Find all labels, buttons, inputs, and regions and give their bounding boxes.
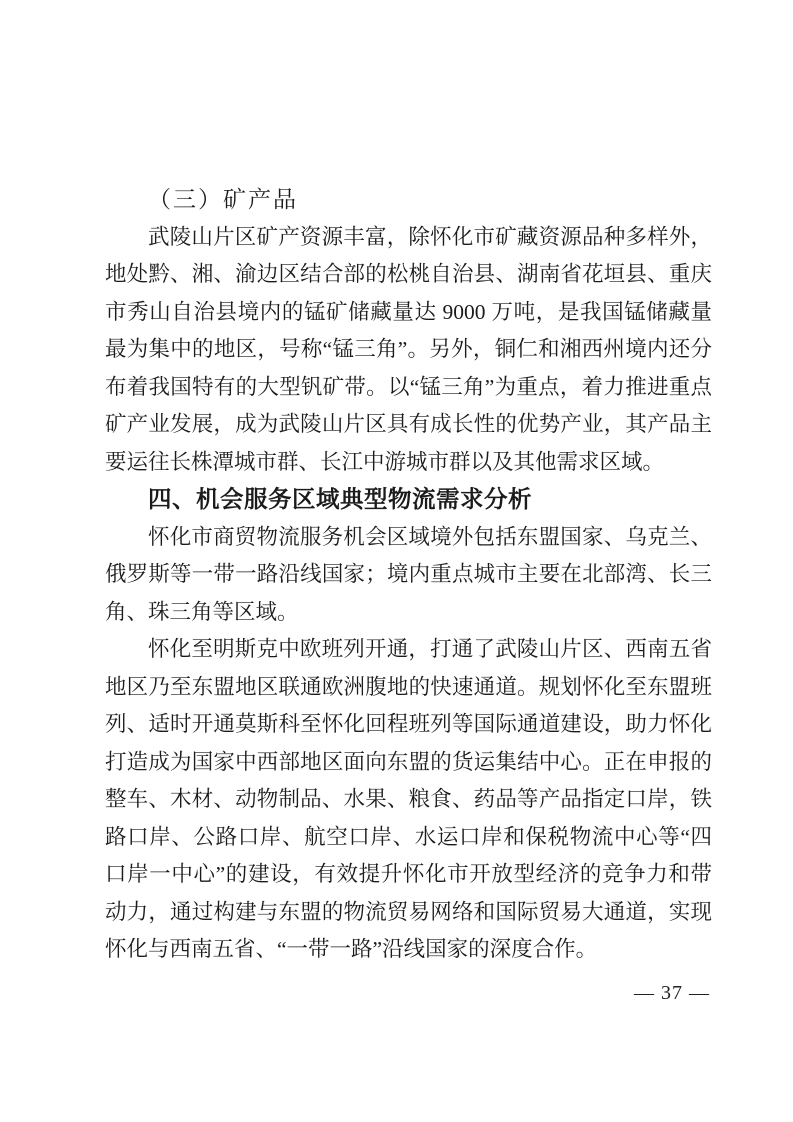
page-number: — 37 — — [634, 982, 710, 1004]
text-line: 口岸一中心”的建设，有效提升怀化市开放型经济的竞争力和带 — [105, 862, 712, 886]
text-line: 最为集中的地区，号称“锰三角”。另外，铜仁和湘西州境内还分 — [105, 337, 712, 361]
text-line: 市秀山自治县境内的锰矿储藏量达 9000 万吨，是我国锰储藏量 — [105, 299, 712, 324]
text-line: 布着我国特有的大型钒矿带。以“锰三角”为重点，着力推进重点 — [105, 374, 712, 399]
document-content — [105, 181, 712, 969]
section-heading: 四、机会服务区域典型物流需求分析 — [148, 485, 532, 513]
text-line: 打造成为国家中西部地区面向东盟的货运集结中心。正在申报的 — [105, 749, 712, 774]
text-line: 俄罗斯等一带一路沿线国家；境内重点城市主要在北部湾、长三 — [105, 562, 712, 586]
text-line: 要运往长株潭城市群、长江中游城市群以及其他需求区域。 — [105, 449, 665, 474]
paragraph — [105, 631, 712, 969]
text-line: 地区乃至东盟地区联通欧洲腹地的快速通道。规划怀化至东盟班 — [105, 674, 712, 699]
text-line: 怀化至明斯克中欧班列开通，打通了武陵山片区、西南五省 — [148, 637, 712, 661]
text-line: 武陵山片区矿产资源丰富，除怀化市矿藏资源品种多样外， — [148, 224, 712, 249]
text-line: 角、珠三角等区域。 — [105, 599, 299, 624]
text-line: 动力，通过构建与东盟的物流贸易网络和国际贸易大通道，实现 — [105, 899, 712, 924]
subsection-heading: （三）矿产品 — [148, 187, 298, 212]
text-line: 路口岸、公路口岸、航空口岸、水运口岸和保税物流中心等“四 — [105, 824, 712, 849]
page-footer — [634, 982, 710, 1005]
text-line: 列、适时开通莫斯科至怀化回程班列等国际通道建设，助力怀化 — [105, 712, 712, 736]
text-line: 怀化市商贸物流服务机会区域境外包括东盟国家、乌克兰、 — [148, 524, 712, 549]
paragraph — [105, 519, 712, 632]
paragraph — [105, 219, 712, 482]
text-line: 地处黔、湘、渝边区结合部的松桃自治县、湖南省花垣县、重庆 — [105, 262, 712, 286]
text-line: 整车、木材、动物制品、水果、粮食、药品等产品指定口岸，铁 — [105, 787, 712, 811]
text-line: 矿产业发展，成为武陵山片区具有成长性的优势产业，其产品主 — [105, 412, 712, 436]
text-line: 怀化与西南五省、“一带一路”沿线国家的深度合作。 — [105, 937, 598, 961]
